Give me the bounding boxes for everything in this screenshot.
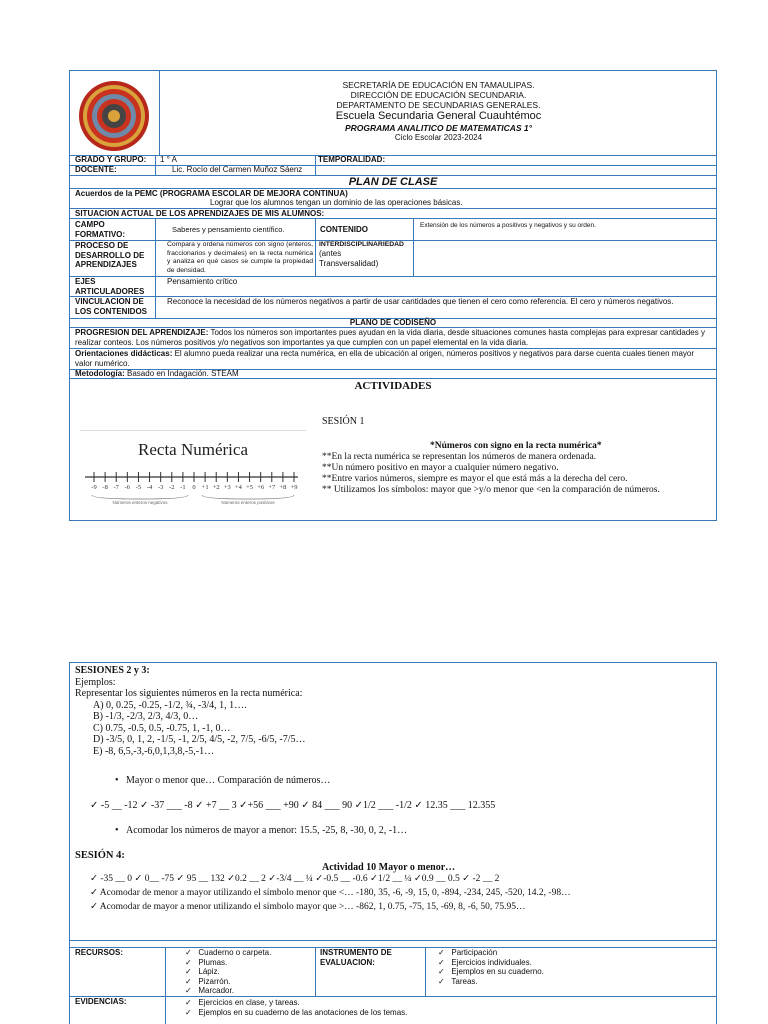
number-label: +6 xyxy=(257,484,265,491)
evidencia-item: Ejercicios en clase, y tareas. xyxy=(198,998,300,1007)
sesiones23-block xyxy=(75,665,715,757)
metodologia-value: Basado en Indagación. STEAM xyxy=(124,369,239,378)
number-label: -9 xyxy=(91,484,97,491)
sesion4-line1: ✓ -35 __ 0 ✓ 0__ -75 ✓ 95 __ 132 ✓0.2 __ 2 ✓-3/4 __ ¼ ✓-0.5 __ -0.6 ✓1/2 __ ¼ ✓0.9 __ 0.5 ✓ -2 __ 2 xyxy=(90,874,500,884)
ejes-label: EJES ARTICULADORES xyxy=(75,277,145,296)
temporalidad-label: TEMPORALIDAD: xyxy=(318,155,386,164)
check-mark-icon: ✓ xyxy=(185,957,192,967)
number-label: -7 xyxy=(113,484,119,491)
recurso-item: Lápiz. xyxy=(198,967,220,976)
check-mark-icon: ✓ xyxy=(438,967,445,976)
list-item xyxy=(185,986,271,996)
sesion1-bullet: **Entre varios números, siempre es mayor el que está más a la derecha del cero. xyxy=(322,474,628,484)
number-label: +1 xyxy=(201,484,209,491)
actividades-title: ACTIVIDADES xyxy=(354,380,432,392)
recurso-item: Cuaderno o carpeta. xyxy=(198,948,272,957)
number-label: -5 xyxy=(135,484,142,491)
order-bullet xyxy=(115,825,407,836)
check-mark-icon: ✓ xyxy=(438,976,445,986)
list-item xyxy=(438,977,544,987)
number-labels xyxy=(80,484,306,494)
recurso-item: Marcador. xyxy=(198,986,234,995)
number-label: -8 xyxy=(102,484,108,491)
campo-value: Saberes y pensamiento científico. xyxy=(172,225,285,234)
situacion-label: SITUACION ACTUAL DE LOS APRENDIZAJES DE MIS ALUMNOS: xyxy=(75,209,325,218)
sesion1-bullets xyxy=(322,452,712,496)
recurso-item: Pizarrón. xyxy=(198,976,231,986)
sesion4-line2: ✓ Acomodar de menor a mayor utilizando el símbolo menor que <… -180, 35, -6, -9, 15, 0, -894, -234, 245, -520, 14.2, -98… xyxy=(90,888,571,898)
vinculacion-value: Reconoce la necesidad de los números negativos a partir de usar cantidades que tienen el cero como referencia. El cero y números negativos. xyxy=(167,297,674,306)
sesion1-bullet: ** Utilizamos los símbolos: mayor que >y/o menor que <en la comparación de números. xyxy=(322,485,660,495)
instrumento-label: INSTRUMENTO DE EVALUACION: xyxy=(320,948,392,967)
grado-value: 1 ° A xyxy=(160,155,177,164)
evidencias-label: EVIDENCIAS: xyxy=(75,997,127,1006)
number-label: +4 xyxy=(234,484,242,491)
instrumento-item: Ejercicios individuales. xyxy=(451,957,532,967)
sesion4-activity: Actividad 10 Mayor o menor… xyxy=(322,862,456,873)
sesion4-title: SESIÓN 4: xyxy=(75,850,125,861)
campo-label: CAMPO FORMATIVO: xyxy=(75,220,126,239)
sesion1-bullet: **En la recta numérica se representan los números de manera ordenada. xyxy=(322,452,597,462)
docente-value: Lic. Rocío del Carmen Muñoz Sáenz xyxy=(172,165,303,174)
instrumento-item: Participación xyxy=(451,948,498,957)
orientaciones-text xyxy=(75,349,713,368)
header-line3: DEPARTAMENTO DE SECUNDARIAS GENERALES. xyxy=(336,100,541,110)
sesiones23-ejemplos: Ejemplos: xyxy=(75,676,116,688)
list-item xyxy=(438,948,544,958)
list-item: D) -3/5, 0, 1, 2, -1/5, -1, 2/5, 4/5, -2, 7/5, -6/5, -7/5… xyxy=(93,734,306,745)
number-label: -3 xyxy=(157,484,164,491)
check-mark-icon: ✓ xyxy=(438,957,445,967)
compare-bullet xyxy=(115,775,330,786)
sesiones23-instruction: Representar los siguientes números en la recta numérica: xyxy=(75,688,303,699)
acuerdos-label: Acuerdos de la PEMC (PROGRAMA ESCOLAR DE MEJORA CONTINUA) xyxy=(75,189,348,198)
list-item: E) -8, 6,5,-3,-6,0,1,3,8,-5,-1… xyxy=(93,745,215,757)
ejes-value: Pensamiento crítico xyxy=(167,277,238,286)
inter-label: INTERDISCIPLINARIEDAD xyxy=(319,241,404,248)
recursos-list xyxy=(185,948,271,996)
header-text xyxy=(160,80,717,143)
sesiones23-title: SESIONES 2 y 3: xyxy=(75,665,150,676)
sesion1-title: SESIÓN 1 xyxy=(322,416,365,427)
number-label: +9 xyxy=(290,484,298,491)
pos-caption: Números enteros positivos xyxy=(221,500,275,505)
check-mark-icon: ✓ xyxy=(438,948,445,957)
list-item xyxy=(185,948,271,958)
school-cycle: Ciclo Escolar 2023-2024 xyxy=(394,133,483,142)
number-label: -4 xyxy=(146,484,153,491)
number-label: -1 xyxy=(180,484,186,491)
sesiones23-list xyxy=(75,700,715,758)
list-item xyxy=(185,977,271,987)
list-item xyxy=(185,1008,407,1018)
orientaciones-value: El alumno pueda realizar una recta numérica, en ella de ubicación al origen, números positivos y negativos para darse cuenta cuales tienen mayor valor numérico. xyxy=(75,349,695,368)
recurso-item: Plumas. xyxy=(198,957,228,967)
codiseno-title: PLANO DE CODISEÑO xyxy=(349,318,437,327)
sesion4-line3: ✓ Acomodar de mayor a menor utilizando el símbolo mayor que >… -862, 1, 0.75, -75, 15, -69, 8, -6, 50, 75.95… xyxy=(90,902,526,912)
check-mark-icon: ✓ xyxy=(185,948,192,957)
list-item xyxy=(438,958,544,968)
inter-value: (antes Transversalidad) xyxy=(319,249,379,268)
orientaciones-label: Orientaciones didácticas: xyxy=(75,349,173,358)
evidencia-item: Ejemplos en su cuaderno de las anotaciones de los temas. xyxy=(198,1007,408,1017)
instrumento-item: Tareas. xyxy=(451,976,478,986)
bullet-dot-icon: • xyxy=(115,825,119,836)
list-item xyxy=(438,967,544,977)
check-mark-icon: ✓ xyxy=(185,967,192,976)
contenido-label: CONTENIDO xyxy=(320,225,368,234)
pda-label: PROCESO DE DESARROLLO DE APRENDIZAJES xyxy=(75,241,145,269)
header-line1: SECRETARÍA DE EDUCACIÓN EN TAMAULIPAS. xyxy=(342,80,535,90)
instrumento-list xyxy=(438,948,544,986)
pda-value: Compara y ordena números con signo (enteros, fraccionarios y decimales) en la recta numérica y analiza en qué casos se cumple la propiedad de densidad. xyxy=(167,241,313,274)
number-line-title: Recta Numérica xyxy=(138,440,248,459)
number-line-image xyxy=(80,430,306,510)
bullet-dot-icon: • xyxy=(115,775,119,786)
list-item: C) 0.75, -0.5, 0.5, -0.75, 1, -1, 0… xyxy=(93,722,231,734)
grado-label: GRADO Y GRUPO: xyxy=(75,155,147,164)
number-label: -2 xyxy=(169,484,175,491)
order-bullet-text: Acomodar los números de mayor a menor: 15.5, -25, 8, -30, 0, 2, -1… xyxy=(126,825,408,836)
check-mark-icon: ✓ xyxy=(185,976,192,986)
school-name: Escuela Secundaria General Cuauhtémoc xyxy=(335,110,542,122)
acuerdos-value: Lograr que los alumnos tengan un dominio de las operaciones básicas. xyxy=(210,198,463,207)
number-label: -6 xyxy=(124,484,131,491)
progresion-value: Todos los números son importantes pues ayudan en la vida diaria, desde situaciones comunes hasta complejas para expresar cantidades y realizar conteos. Los números positivos y/o negativos son importantes ya que cumplen con un papel elemental en la vida diaria. xyxy=(75,328,705,347)
list-item xyxy=(185,998,407,1008)
neg-caption: Números enteros negativos xyxy=(112,500,168,505)
number-label: +7 xyxy=(268,484,276,491)
number-label: +8 xyxy=(279,484,287,491)
header-line2: DIRECCIÓN DE EDUCACIÓN SECUNDARIA. xyxy=(350,90,527,100)
list-item xyxy=(185,958,271,968)
plan-title: PLAN DE CLASE xyxy=(348,176,438,188)
number-label: +3 xyxy=(223,484,231,491)
compare-bullet-text: Mayor o menor que… Comparación de números… xyxy=(126,775,331,786)
list-item xyxy=(185,967,271,977)
check-mark-icon: ✓ xyxy=(185,998,192,1007)
metodologia-label: Metodología: xyxy=(75,369,125,378)
docente-label: DOCENTE: xyxy=(75,165,117,174)
number-label: 0 xyxy=(192,484,196,491)
school-seal-logo xyxy=(78,80,150,152)
evidencias-list xyxy=(185,998,407,1017)
check-mark-icon: ✓ xyxy=(185,1007,192,1017)
number-label: +5 xyxy=(246,484,254,491)
sesion1-heading: *Números con signo en la recta numérica* xyxy=(430,441,602,451)
instrumento-item: Ejemplos en su cuaderno. xyxy=(451,967,544,976)
number-label: +2 xyxy=(212,484,220,491)
vinculacion-label: VINCULACION DE LOS CONTENIDOS xyxy=(75,297,148,316)
list-item: B) -1/3, -2/3, 2/3, 4/3, 0… xyxy=(93,711,199,722)
metodologia-text xyxy=(75,369,713,379)
progresion-label: PROGRESION DEL APRENDIZAJE: xyxy=(75,328,209,337)
check-mark-icon: ✓ xyxy=(185,986,192,995)
progresion-text xyxy=(75,328,713,347)
program-name: PROGRAMA ANALITICO DE MATEMATICAS 1° xyxy=(344,123,533,133)
recursos-label: RECURSOS: xyxy=(75,948,124,957)
contenido-value: Extensión de los números a positivos y negativos y su orden. xyxy=(420,222,596,229)
list-item: A) 0, 0.25, -0.25, -1/2, ¾, -3/4, 1, 1…. xyxy=(93,699,247,711)
compare-line: ✓ -5 __ -12 ✓ -37 ___ -8 ✓ +7 __ 3 ✓+56 ___ +90 ✓ 84 ___ 90 ✓1/2 ___ -1/2 ✓ 12.35 ___ 12.355 xyxy=(90,800,496,811)
sesion1-bullet: **Un número positivo en mayor a cualquier número negativo. xyxy=(322,463,559,473)
